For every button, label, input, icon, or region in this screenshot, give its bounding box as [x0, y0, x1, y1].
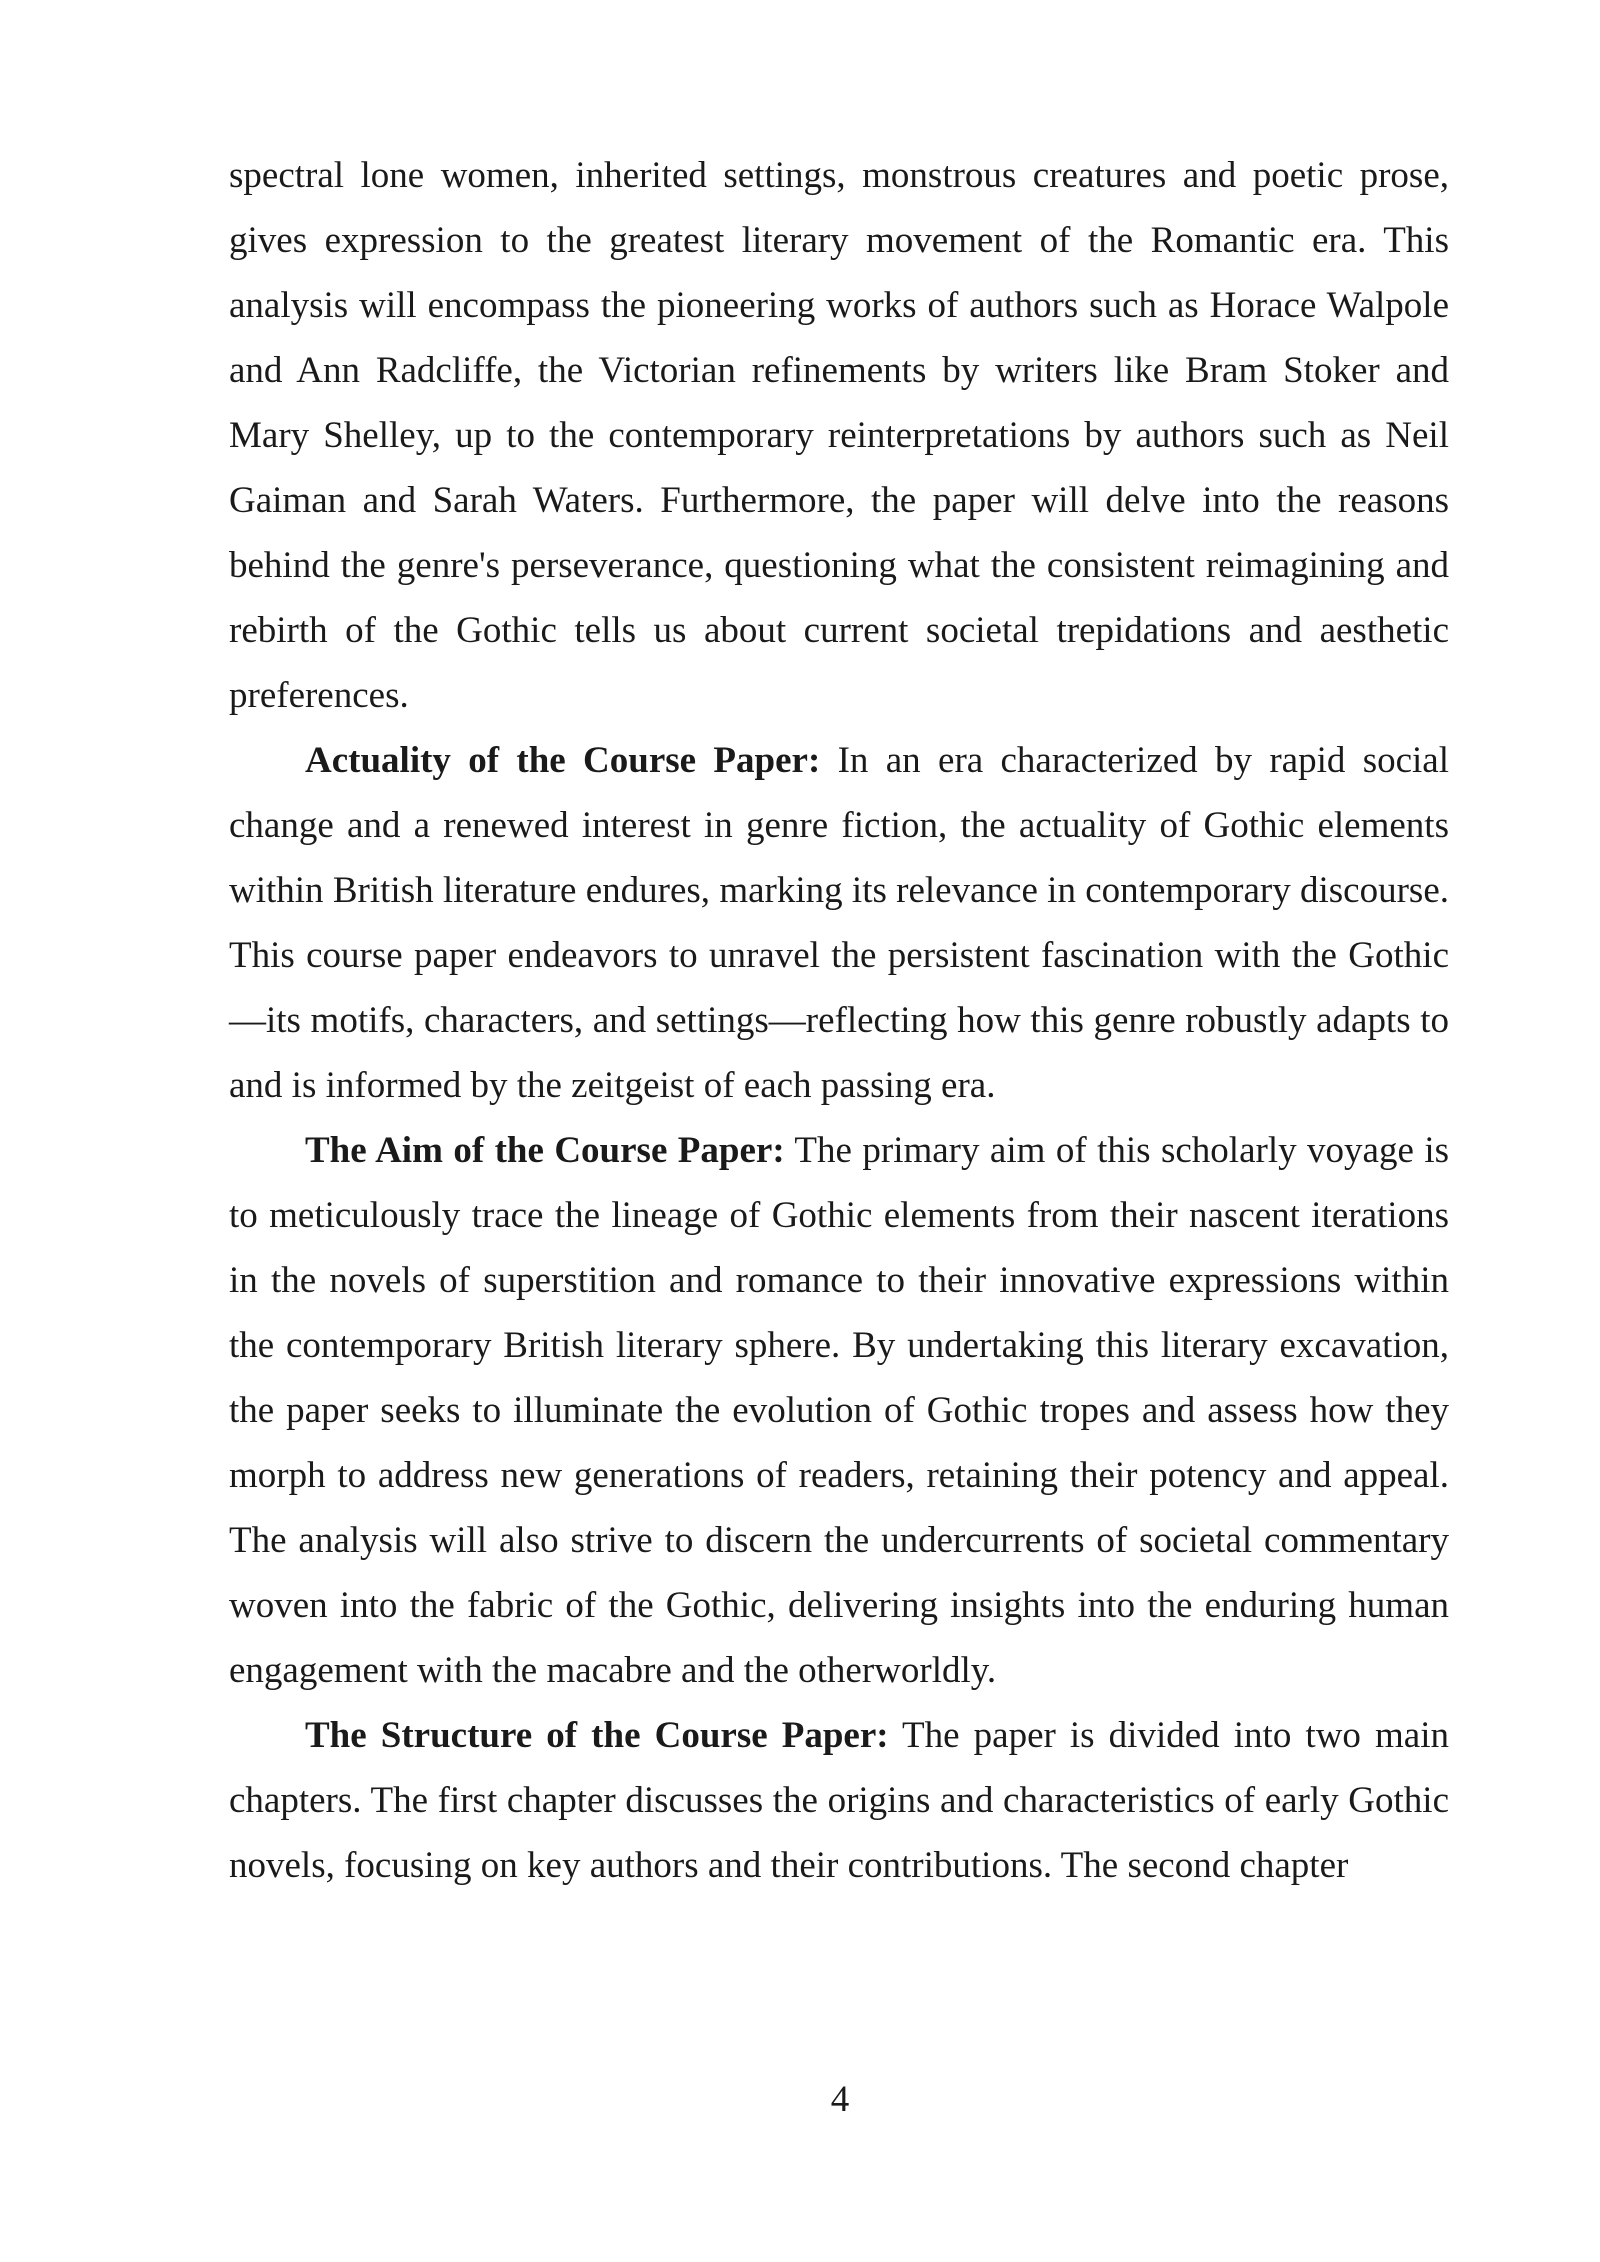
paragraph-text: In an era characterized by rapid social change and a renewed interest in genre fiction, the actuality of Gothic elements within British literature endures, marking its relevance in contemporary discourse. This course paper endeavors to unravel the persistent fascination with the Gothic—its motifs, characters, and settings—reflecting how this genre robustly adapts to and is informed by the zeitgeist of each passing era. [229, 740, 1449, 1106]
page-number: 4 [830, 2079, 850, 2120]
paragraph-heading: The Structure of the Course Paper: [305, 1715, 889, 1756]
paragraph-text: The paper is divided into two main chapters. The first chapter discusses the origins and characteristics of early Gothic novels, focusing on key authors and their contributions. The second chapter [229, 1715, 1449, 1886]
paragraph-text: The primary aim of this scholarly voyage is to meticulously trace the lineage of Gothic elements from their nascent iterations in the novels of superstition and romance to their innovative expressions within the contemporary British literary sphere. By undertaking this literary excavation, the paper seeks to illuminate the evolution of Gothic tropes and assess how they morph to address new generations of readers, retaining their potency and appeal. The analysis will also strive to discern the undercurrents of societal commentary woven into the fabric of the Gothic, delivering insights into the enduring human engagement with the macabre and the otherworldly. [229, 1130, 1449, 1691]
body-text [229, 143, 1449, 1898]
paragraph-continuation [229, 143, 1449, 728]
paragraph-heading: Actuality of the Course Paper: [305, 740, 821, 781]
paragraph-actuality [229, 728, 1449, 1118]
paragraph-structure [229, 1703, 1449, 1898]
paragraph-aim [229, 1118, 1449, 1703]
paragraph-text: spectral lone women, inherited settings, monstrous creatures and poetic prose, gives expression to the greatest literary movement of the Romantic era. This analysis will encompass the pioneering works of authors such as Horace Walpole and Ann Radcliffe, the Victorian refinements by writers like Bram Stoker and Mary Shelley, up to the contemporary reinterpretations by authors such as Neil Gaiman and Sarah Waters. Furthermore, the paper will delve into the reasons behind the genre's perseverance, questioning what the consistent reimagining and rebirth of the Gothic tells us about current societal trepidations and aesthetic preferences. [229, 155, 1449, 716]
paragraph-heading: The Aim of the Course Paper: [305, 1130, 785, 1171]
